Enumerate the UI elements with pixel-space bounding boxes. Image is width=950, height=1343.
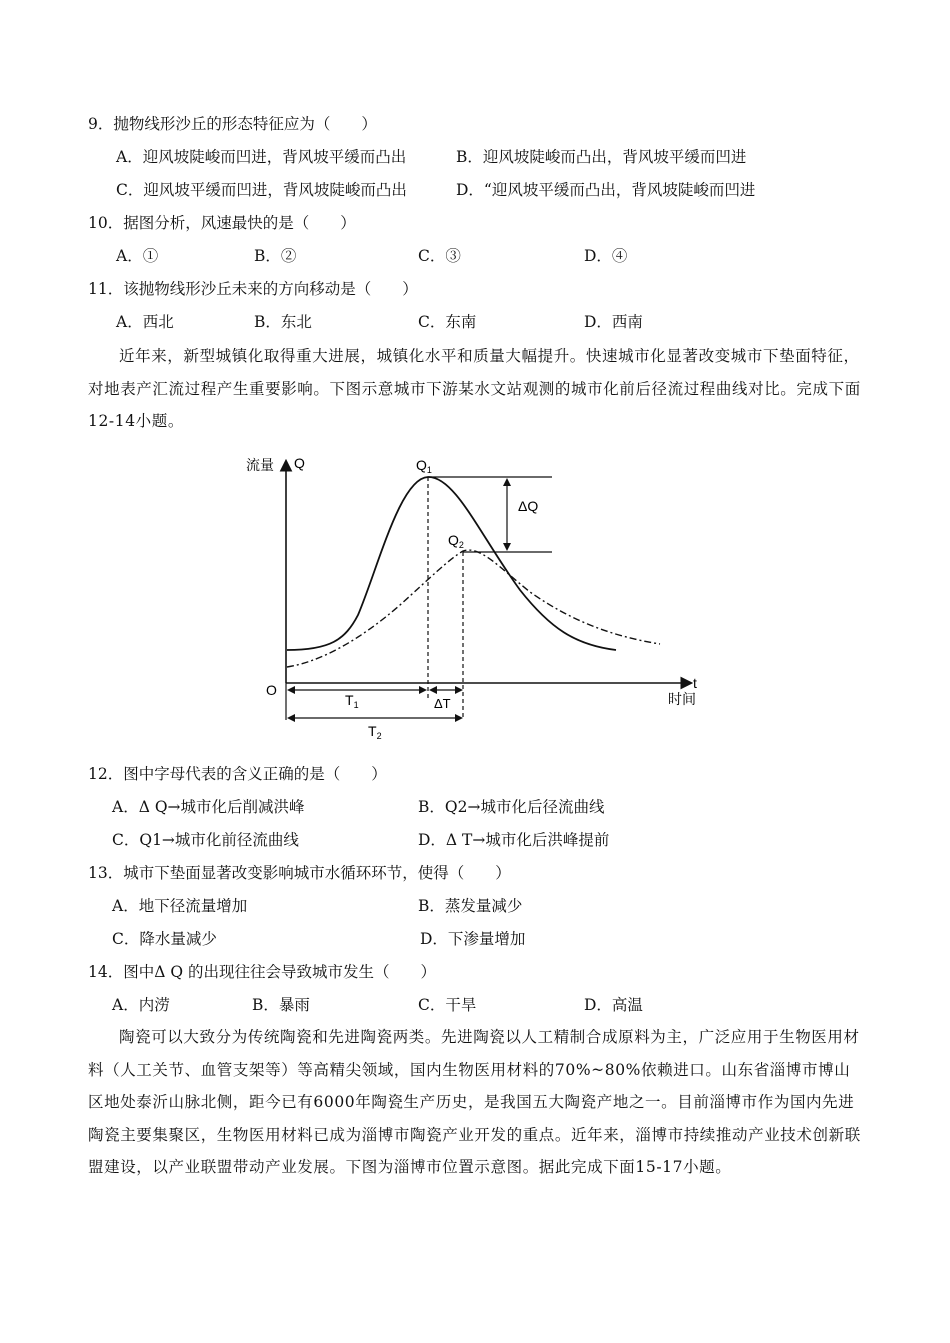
q11-stem: 11．该抛物线形沙丘未来的方向移动是（ ）	[88, 280, 418, 298]
q10-option-a: A．①	[116, 247, 159, 265]
q14-stem: 14．图中Δ Q 的出现往往会导致城市发生（ ）	[88, 963, 436, 981]
q9-option-d: D．“迎风坡平缓而凸出，背风坡陡峻而凹进	[456, 181, 756, 199]
delta-t-arrowhead-right	[455, 686, 463, 694]
x-axis-symbol: t	[693, 675, 697, 691]
q13-option-d: D．下渗量增加	[420, 930, 526, 948]
q13-option-c: C．降水量减少	[112, 930, 217, 948]
t2-arrowhead-left	[287, 714, 295, 722]
q2-label: $Q_2$	[448, 532, 464, 550]
q13-option-b: B．蒸发量减少	[418, 897, 523, 915]
x-axis-label: 时间	[668, 691, 696, 707]
q12-option-c: C．Q1→城市化前径流曲线	[112, 831, 299, 849]
origin-label: O	[266, 682, 277, 698]
delta-q-arrowhead-down	[503, 543, 511, 551]
delta-t-arrowhead-left	[429, 686, 437, 694]
q13-option-a: A．地下径流量增加	[112, 897, 248, 915]
q10-option-c: C．③	[418, 247, 461, 265]
delta-q-arrowhead-up	[503, 478, 511, 486]
q9-stem: 9．抛物线形沙丘的形态特征应为（ ）	[88, 115, 377, 133]
q11-option-a: A．西北	[116, 313, 174, 331]
t1-label: $T_1$	[345, 692, 359, 710]
y-axis-symbol: Q	[294, 455, 305, 471]
q12-option-b: B．Q2→城市化后径流曲线	[418, 798, 605, 816]
q13-stem: 13．城市下垫面显著改变影响城市水循环环节，使得（ ）	[88, 864, 511, 882]
t1-arrowhead-left	[287, 686, 295, 694]
pre-urbanization-runoff-curve	[287, 550, 660, 667]
delta-t-label: ΔT	[434, 696, 451, 711]
q12-option-a: A．Δ Q→城市化后削减洪峰	[112, 798, 305, 816]
q14-option-c: C．干旱	[418, 996, 477, 1014]
q11-option-c: C．东南	[418, 313, 477, 331]
t2-arrowhead-right	[455, 714, 463, 722]
y-axis-label: 流量	[246, 457, 274, 473]
q12-option-d: D．Δ T→城市化后洪峰提前	[418, 831, 610, 849]
q1-label: $Q_1$	[416, 457, 432, 475]
passage-urbanization: 近年来，新型城镇化取得重大进展，城镇化水平和质量大幅提升。快速城市化显著改变城市下垫面特征，对地表产汇流过程产生重要影响。下图示意城市下游某水文站观测的城市化前后径流过程曲线对比。完成下面12-14小题。	[88, 347, 861, 430]
q9-option-a: A．迎风坡陡峻而凹进，背风坡平缓而凸出	[116, 148, 407, 166]
q11-option-b: B．东北	[254, 313, 312, 331]
q11-option-d: D．西南	[584, 313, 643, 331]
passage-ceramics: 陶瓷可以大致分为传统陶瓷和先进陶瓷两类。先进陶瓷以人工精制合成原料为主，广泛应用于生物医用材料（人工关节、血管支架等）等高精尖领域，国内生物医用材料的70%~80%依赖进口。山东省淄博市博山区地处泰沂山脉北侧，距今已有6000年陶瓷生产历史，是我国五大陶瓷产地之一。目前淄博市作为国内先进陶瓷主要集聚区，生物医用材料已成为淄博市陶瓷产业开发的重点。近年来，淄博市持续推动产业技术创新联盟建设，以产业联盟带动产业发展。下图为淄博市位置示意图。据此完成下面15-17小题。	[88, 1028, 861, 1176]
t1-arrowhead-right	[419, 686, 427, 694]
q14-option-a: A．内涝	[112, 996, 170, 1014]
t2-label: $T_2$	[368, 723, 382, 741]
q12-stem: 12．图中字母代表的含义正确的是（ ）	[88, 765, 387, 783]
q9-option-c: C．迎风坡平缓而凹进，背风坡陡峻而凸出	[116, 181, 407, 199]
q10-stem: 10．据图分析，风速最快的是（ ）	[88, 214, 356, 232]
q9-option-b: B．迎风坡陡峻而凸出，背风坡平缓而凹进	[456, 148, 747, 166]
q10-option-d: D．④	[584, 247, 628, 265]
q14-option-d: D．高温	[584, 996, 643, 1014]
q14-option-b: B．暴雨	[252, 996, 310, 1014]
delta-q-label: ΔQ	[518, 498, 539, 514]
post-urbanization-runoff-curve	[287, 477, 616, 650]
q10-option-b: B．②	[254, 247, 297, 265]
